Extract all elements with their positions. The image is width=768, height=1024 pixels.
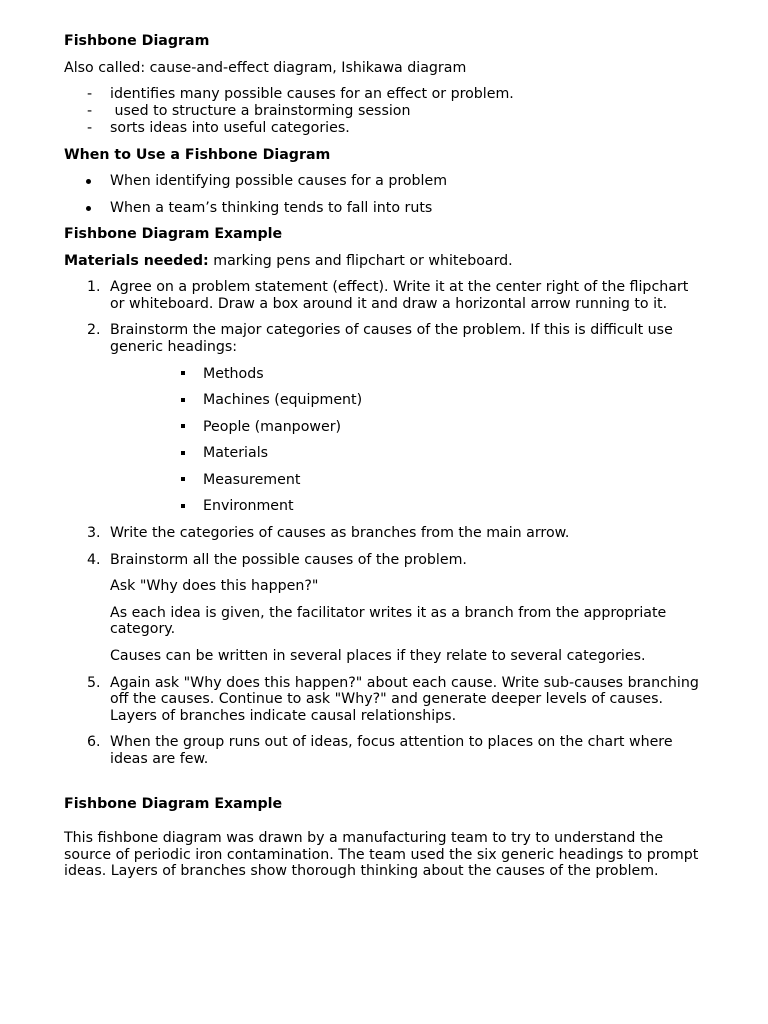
step-text: Again ask "Why does this happen?" about each cause. Write sub-causes branching	[110, 675, 699, 691]
step-number: 1.	[87, 279, 101, 295]
example2-heading: Fishbone Diagram Example	[64, 796, 283, 812]
category-item: People (manpower)	[203, 419, 342, 435]
category-item: Machines (equipment)	[203, 392, 363, 408]
square-bullet	[181, 451, 185, 455]
square-bullet	[181, 398, 185, 402]
step4-paragraph: category.	[110, 621, 176, 637]
step4-paragraph: As each idea is given, the facilitator writes it as a branch from the appropriate	[110, 605, 667, 621]
materials-text: marking pens and flipchart or whiteboard.	[208, 253, 513, 269]
dash-marker: -	[87, 120, 93, 136]
also-called-text: Also called: cause-and-effect diagram, Ishikawa diagram	[64, 60, 467, 76]
step-text: Agree on a problem statement (effect). Write it at the center right of the flipchart	[110, 279, 689, 295]
step-text: When the group runs out of ideas, focus attention to places on the chart where	[110, 734, 673, 750]
category-item: Measurement	[203, 472, 301, 488]
step4-paragraph: Causes can be written in several places if they relate to several categories.	[110, 648, 646, 664]
example2-text: This fishbone diagram was drawn by a manufacturing team to try to understand the	[64, 830, 664, 846]
square-bullet	[181, 371, 185, 375]
step-number: 2.	[87, 322, 101, 338]
bullet-dot	[86, 179, 91, 184]
dash-item: identifies many possible causes for an effect or problem.	[110, 86, 514, 102]
step-number: 6.	[87, 734, 101, 750]
page-title: Fishbone Diagram	[64, 33, 210, 49]
bullet-dot	[86, 206, 91, 211]
step-text: ideas are few.	[110, 751, 209, 767]
dash-marker: -	[87, 103, 93, 119]
square-bullet	[181, 424, 185, 428]
step-text: Brainstorm the major categories of causes of the problem. If this is difficult use	[110, 322, 673, 338]
square-bullet	[181, 477, 185, 481]
example2-text: source of periodic iron contamination. The team used the six generic headings to prompt	[64, 847, 699, 863]
when-item: When a team’s thinking tends to fall into ruts	[110, 200, 433, 216]
when-heading: When to Use a Fishbone Diagram	[64, 147, 331, 163]
category-item: Methods	[203, 366, 264, 382]
step-text: generic headings:	[110, 339, 238, 355]
example-heading: Fishbone Diagram Example	[64, 226, 283, 242]
step-number: 3.	[87, 525, 101, 541]
category-item: Environment	[203, 498, 294, 514]
dash-item: used to structure a brainstorming session	[110, 103, 411, 119]
dash-item: sorts ideas into useful categories.	[110, 120, 350, 136]
materials-line	[64, 253, 513, 270]
materials-label: Materials needed:	[64, 253, 209, 269]
when-item: When identifying possible causes for a problem	[110, 173, 448, 189]
step-number: 5.	[87, 675, 101, 691]
step-text: Brainstorm all the possible causes of the problem.	[110, 552, 467, 568]
step-number: 4.	[87, 552, 101, 568]
step-text: off the causes. Continue to ask "Why?" and generate deeper levels of causes.	[110, 691, 664, 707]
step4-paragraph: Ask "Why does this happen?"	[110, 578, 319, 594]
category-item: Materials	[203, 445, 269, 461]
square-bullet	[181, 504, 185, 508]
step-text: Write the categories of causes as branches from the main arrow.	[110, 525, 570, 541]
step-text: or whiteboard. Draw a box around it and draw a horizontal arrow running to it.	[110, 296, 668, 312]
step-text: Layers of branches indicate causal relationships.	[110, 708, 457, 724]
dash-marker: -	[87, 86, 93, 102]
example2-text: ideas. Layers of branches show thorough thinking about the causes of the problem.	[64, 863, 659, 879]
